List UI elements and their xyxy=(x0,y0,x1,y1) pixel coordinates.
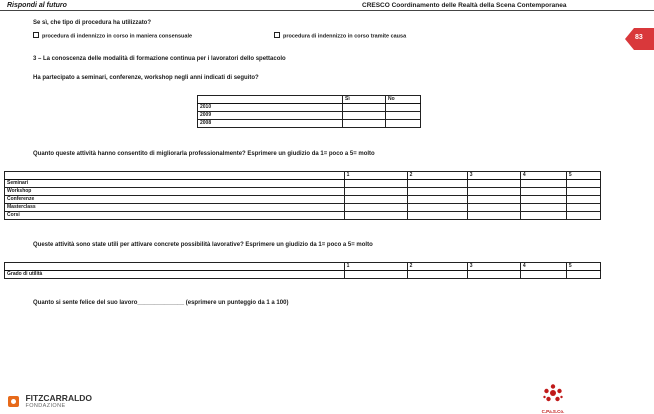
header-right-title: CRESCO Coordinamento delle Realtà della Scena Contemporanea xyxy=(362,2,567,9)
usefulness-row xyxy=(5,271,601,279)
rating-cell[interactable] xyxy=(344,180,407,188)
improvement-question: Quanto queste attività hanno consentito di migliorarla professionalmente? Esprimere un giudizio da 1= poco a 5= molto xyxy=(33,151,375,157)
improvement-row xyxy=(5,204,601,212)
seminars-row-label: 2010 xyxy=(198,104,343,112)
rating-cell[interactable] xyxy=(407,212,467,220)
rating-cell[interactable] xyxy=(566,188,600,196)
rating-cell[interactable] xyxy=(344,271,407,279)
seminars-header-blank xyxy=(198,96,343,104)
usefulness-header-blank xyxy=(5,263,345,271)
checkbox-consensual[interactable] xyxy=(33,32,39,38)
usefulness-row-label: Grado di utilità xyxy=(5,271,345,279)
rating-cell[interactable] xyxy=(407,180,467,188)
seminars-row xyxy=(198,120,421,128)
rating-cell[interactable] xyxy=(344,188,407,196)
rating-cell[interactable] xyxy=(467,271,520,279)
rating-cell[interactable] xyxy=(566,196,600,204)
rating-cell[interactable] xyxy=(467,180,520,188)
improvement-row-label: Masterclass xyxy=(5,204,345,212)
cpasco-logo-label: C.Pa.S.Co. xyxy=(541,409,565,414)
procedure-option-consensual-label: procedura di indennizzo in corso in maniera consensuale xyxy=(42,33,193,40)
seminars-cell-no[interactable] xyxy=(386,112,421,120)
page-number: 83 xyxy=(635,34,643,41)
happiness-question: Quanto si sente felice del suo lavoro______________ (esprimere un punteggio da 1 a 100) xyxy=(33,300,289,306)
usefulness-question: Queste attività sono state utili per attivare concrete possibilità lavorative? Esprimere un giudizio da 1= poco a 5= molto xyxy=(33,242,373,248)
procedure-question: Se sì, che tipo di procedura ha utilizzato? xyxy=(33,20,152,26)
rating-cell[interactable] xyxy=(407,204,467,212)
rating-cell[interactable] xyxy=(407,196,467,204)
seminars-cell-yes[interactable] xyxy=(343,112,386,120)
rating-cell[interactable] xyxy=(407,271,467,279)
procedure-option-lawsuit[interactable] xyxy=(274,32,406,40)
seminars-cell-yes[interactable] xyxy=(343,104,386,112)
checkbox-lawsuit[interactable] xyxy=(274,32,280,38)
usefulness-header-row xyxy=(5,263,601,271)
seminars-cell-yes[interactable] xyxy=(343,120,386,128)
rating-cell[interactable] xyxy=(520,180,566,188)
usefulness-col-4: 4 xyxy=(520,263,566,271)
rating-cell[interactable] xyxy=(520,212,566,220)
seminars-row xyxy=(198,112,421,120)
seminars-question: Ha partecipato a seminari, conferenze, workshop negli anni indicati di seguito? xyxy=(33,75,259,81)
rating-cell[interactable] xyxy=(520,196,566,204)
seminars-cell-no[interactable] xyxy=(386,120,421,128)
fitzcarraldo-logo-sub: FONDAZIONE xyxy=(25,403,66,410)
improvement-col-4: 4 xyxy=(520,172,566,180)
improvement-row-label: Conferenze xyxy=(5,196,345,204)
rating-cell[interactable] xyxy=(344,212,407,220)
rating-cell[interactable] xyxy=(520,188,566,196)
improvement-col-5: 5 xyxy=(566,172,600,180)
rating-cell[interactable] xyxy=(566,180,600,188)
fitzcarraldo-logo xyxy=(8,393,92,411)
usefulness-col-2: 2 xyxy=(407,263,467,271)
rating-cell[interactable] xyxy=(566,212,600,220)
section-3-title: 3 – La conoscenza delle modalità di formazione continua per i lavoratori dello spettacolo xyxy=(33,56,286,62)
rating-cell[interactable] xyxy=(566,271,600,279)
procedure-option-lawsuit-label: procedura di indennizzo in corso tramite causa xyxy=(283,33,407,40)
rating-cell[interactable] xyxy=(467,196,520,204)
seminars-cell-no[interactable] xyxy=(386,104,421,112)
header-left-title: Rispondi al futuro xyxy=(7,2,67,9)
header-divider xyxy=(0,10,654,11)
improvement-row-label: Seminari xyxy=(5,180,345,188)
cpasco-logo xyxy=(540,384,566,412)
seminars-table xyxy=(197,95,421,128)
improvement-row xyxy=(5,212,601,220)
usefulness-col-1: 1 xyxy=(344,263,407,271)
improvement-row xyxy=(5,180,601,188)
seminars-row xyxy=(198,104,421,112)
rating-cell[interactable] xyxy=(467,204,520,212)
usefulness-col-3: 3 xyxy=(467,263,520,271)
fitzcarraldo-logo-text xyxy=(25,394,92,409)
improvement-col-3: 3 xyxy=(467,172,520,180)
seminars-row-label: 2009 xyxy=(198,112,343,120)
fitzcarraldo-logo-mark xyxy=(8,396,19,407)
improvement-header-row xyxy=(5,172,601,180)
improvement-col-1: 1 xyxy=(344,172,407,180)
rating-cell[interactable] xyxy=(344,204,407,212)
rating-cell[interactable] xyxy=(344,196,407,204)
seminars-col-no: No xyxy=(386,96,421,104)
improvement-table xyxy=(4,171,601,220)
procedure-option-consensual[interactable] xyxy=(33,32,192,40)
rating-cell[interactable] xyxy=(467,188,520,196)
rating-cell[interactable] xyxy=(520,271,566,279)
seminars-header-row xyxy=(198,96,421,104)
improvement-header-blank xyxy=(5,172,345,180)
rating-cell[interactable] xyxy=(520,204,566,212)
rating-cell[interactable] xyxy=(566,204,600,212)
improvement-row xyxy=(5,196,601,204)
page-number-tag xyxy=(625,28,654,50)
improvement-col-2: 2 xyxy=(407,172,467,180)
rating-cell[interactable] xyxy=(407,188,467,196)
seminars-col-yes: Sì xyxy=(343,96,386,104)
rating-cell[interactable] xyxy=(467,212,520,220)
seminars-row-label: 2008 xyxy=(198,120,343,128)
fitzcarraldo-logo-name: FITZCARRALDO xyxy=(25,393,93,404)
usefulness-table xyxy=(4,262,601,279)
cpasco-logo-mark xyxy=(542,384,564,404)
improvement-row-label: Workshop xyxy=(5,188,345,196)
improvement-row xyxy=(5,188,601,196)
improvement-row-label: Corsi xyxy=(5,212,345,220)
usefulness-col-5: 5 xyxy=(566,263,600,271)
